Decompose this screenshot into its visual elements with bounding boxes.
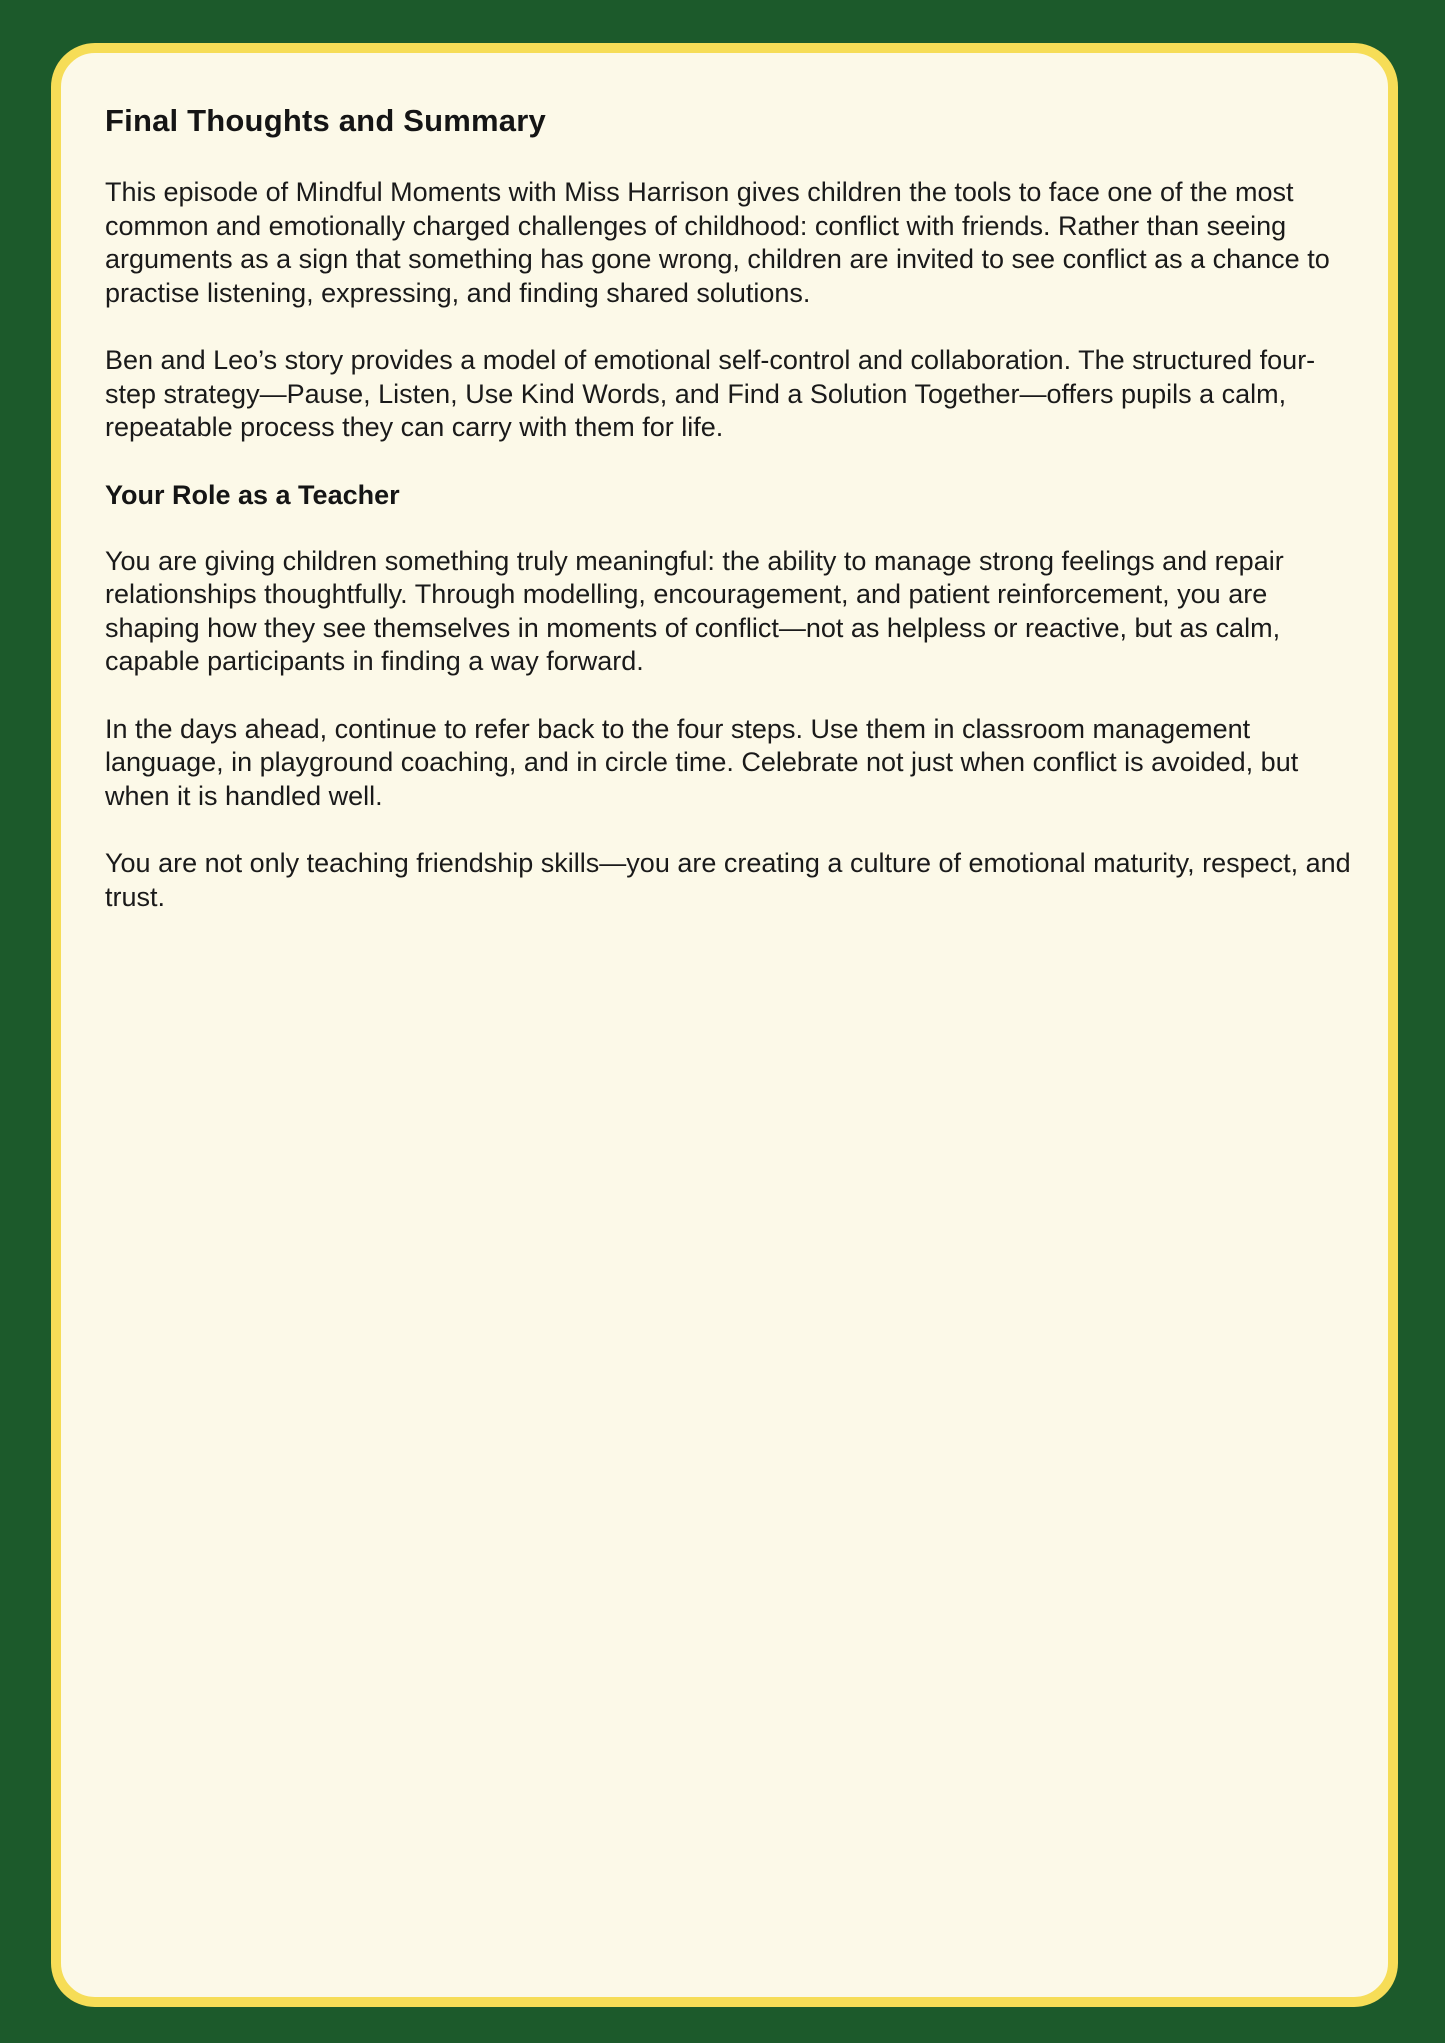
- role-paragraph: You are not only teaching friendship skills—you are creating a culture of emotional maturity, respect, and trust.: [105, 848, 1351, 912]
- intro-paragraph: This episode of Mindful Moments with Miss Harrison gives children the tools to face one of the most common and emotionally charged challenges of childhood: conflict with friends. Rather than seeing arguments as a sign that something has gone wrong, children are invited to see conflict as a chance to practise listening, expressing, and finding shared solutions.: [105, 177, 1330, 308]
- intro-paragraph: Ben and Leo’s story provides a model of emotional self-control and collaboration. The structured four-step strategy—Pause, Listen, Use Kind Words, and Find a Solution Together—offers pupils a calm, repeatable process they can carry with them for life.: [105, 345, 1316, 442]
- role-paragraph: In the days ahead, continue to refer back to the four steps. Use them in classroom management language, in playground coaching, and in circle time. Celebrate not just when conflict is avoided, but when it is handled well.: [105, 713, 1299, 811]
- role-paragraph: You are giving children something truly meaningful: the ability to manage strong feelings and repair relationships thoughtfully. Through modelling, encouragement, and patient reinforcement, you are shaping how they see themselves in moments of conflict—not as helpless or reactive, but as calm, capable participants in finding a way forward.: [105, 545, 1284, 676]
- section-heading: Your Role as a Teacher: [105, 479, 400, 510]
- document-content: [105, 102, 1355, 948]
- page-title: Final Thoughts and Summary: [105, 103, 546, 138]
